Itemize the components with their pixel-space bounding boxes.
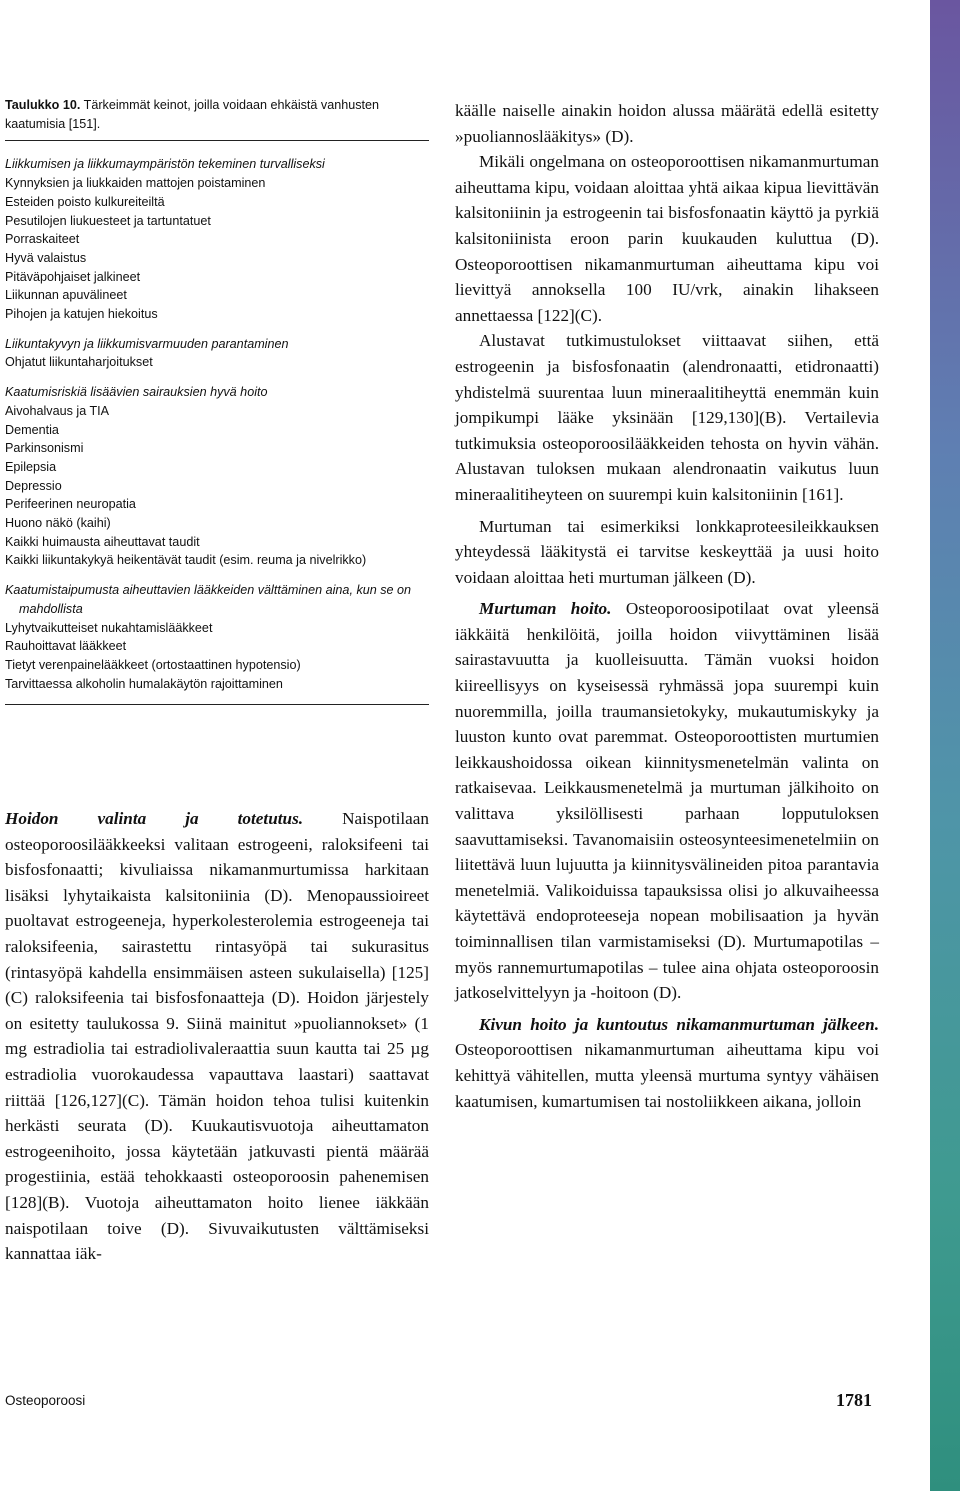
table-caption-label: Taulukko 10.: [5, 98, 81, 112]
paragraph: [455, 596, 879, 1006]
paragraph: [5, 806, 429, 1267]
paragraph: [455, 1012, 879, 1114]
section-heading: Hoidon valinta ja totetutus.: [5, 809, 304, 828]
list-item: Porraskaiteet: [5, 232, 80, 247]
footer-journal-name: Osteoporoosi: [5, 1393, 86, 1408]
list-item: Pihojen ja katujen hiekoitus: [5, 307, 158, 322]
table-bottom-rule: [5, 704, 429, 705]
paragraph: Murtuman tai esimerkiksi lonkkaproteesileikkauksen yhteydessä lääkitystä ei tarvitse keskeyttää ja uusi hoito voidaan aloittaa heti murtuman jälkeen (D).: [455, 516, 879, 587]
left-column-text: [5, 806, 429, 1267]
paragraph: Mikäli ongelmana on osteoporoottisen nikamanmurtuman aiheuttama kipu, voidaan aloittaa yhtä aikaa kipua lievittävän kalsitoniinin ja estrogeenin tai bisfosfonaatin käyttö ja pyrkiä kalsitoniinista eroon parin kuukauden kuluttua (D). Osteoporoottisen nikamanmurtuman aiheuttama kipu voi lievittyä annoksella 100 IU/vrk, ainakin lihakseen annettaessa [122](C).: [455, 152, 879, 325]
list-item: Rauhoittavat lääkkeet: [5, 639, 127, 654]
list-item: Lyhytvaikutteiset nukahtamislääkkeet: [5, 620, 213, 635]
list-item: Kaikki liikuntakykyä heikentävät taudit (esim. reuma ja nivelrikko): [5, 553, 367, 568]
list-item: Aivohalvaus ja TIA: [5, 403, 110, 418]
table-group-diseases: [5, 383, 429, 570]
list-item: Liikunnan apuvälineet: [5, 288, 127, 303]
paragraph: käälle naiselle ainakin hoidon alussa määrätä edellä esitetty »puoliannoslääkitys» (D).: [455, 101, 879, 146]
list-item: Esteiden poisto kulkureiteiltä: [5, 194, 165, 209]
list-item: Dementia: [5, 422, 59, 437]
section-heading: Murtuman hoito.: [479, 599, 612, 619]
list-item: Tarvittaessa alkoholin humalakäytön rajoittaminen: [5, 676, 283, 691]
list-item: Perifeerinen neuropatia: [5, 497, 136, 512]
list-item: Huono näkö (kaihi): [5, 516, 111, 531]
list-item: Depressio: [5, 478, 62, 493]
paragraph-body: Naispotilaan osteoporoosilääkkeeksi valitaan estrogeeni, raloksifeeni tai bisfosfonaatti; kivuliaissa nikamanmurtumissa harkitaan lisäksi lyhytaikaista kalsitoniinia (D). Menopaussioireet puoltavat estrogeeneja, hyperkolesterolemia estrogeeneja tai raloksifeenia, sairastettu rintasyöpä tai sukurasitus (rintasyöpä kahdella ensimmäisen asteen sukulaisella) [125](C) raloksifeenia tai bisfosfonaatteja (D). Hoidon järjestely on esitetty taulukossa 9. Siinä mainitut »puoliannokset» (1 mg estradiolia tai estradiolivaleraattia suun kautta tai 25 µg estradiolia vuorokaudessa vapauttava laastari) saattavat riittää [126,127](C). Tämän hoidon tehoa tulisi kuitenkin herkästi seurata (D). Kuukautisvuotoja aiheuttamaton estrogeenihoito, jossa käytetään jatkuvasti pientä määrää progestiinia, estää tehokkaasti osteoporoosin pahenemisen [128](B). Vuotoja aiheuttamaton hoito lienee iäkkään naispotilaan toive (D). Sivuvaikutusten välttämiseksi kannattaa iäk-: [5, 809, 429, 1264]
footer-page-number: 1781: [836, 1390, 872, 1410]
list-item: Pitäväpohjaiset jalkineet: [5, 269, 141, 284]
paragraph-body: Osteoporoottisen nikamanmurtuman aiheuttama kipu voi kehittyä vähitellen, mutta yleensä murtuma syntyy vähäisen kaatumisen, kumartumisen tai nostoliikkeen aikana, jolloin: [455, 1040, 879, 1111]
paragraph-body: Osteoporoosipotilaat ovat yleensä iäkkäitä henkilöitä, joilla hoidon viivyttäminen lisää sairastavuutta ja kuolleisuutta. Tämän vuoksi hoidon kiireellisyys on kyseisessä ryhmässä jopa suurempi kuin nuoremmilla, joilla traumansietokyky, mukautumiskyky ja luuston kunto ovat paremmat. Osteoporoottisten murtumien leikkaushoidossa oikean kiinnitysmenetelmän valinta on ratkaisevaa. Leikkausmenetelmä ja murtuman jälkihoito on valittava yksilöllisesti parhaan lopputuloksen saavuttamiseksi. Tavanomaisiin osteosynteesimenetelmiin on liitettävä luun lujuutta ja kiinnitysvälineiden pitoa parantavia menetelmiä. Valikoiduissa tapauksissa olisi jo alkuvaiheessa käytettävä endoproteeseja nopean mobilisaation ja hyvän toiminnallisen tilan varmistamiseksi (D). Murtumapotilas – myös rannemurtumapotilas – tulee aina ohjata osteoporoosin jatkoselvittelyyn ja -hoitoon (D).: [455, 599, 879, 1003]
group-heading: Liikuntakyvyn ja liikkumisvarmuuden parantaminen: [5, 336, 289, 351]
table-top-rule: [5, 140, 429, 141]
list-item: Tietyt verenpainelääkkeet (ortostaattinen hypotensio): [5, 657, 301, 672]
table-10: [5, 96, 429, 705]
list-item: Hyvä valaistus: [5, 250, 87, 265]
table-group-safety: [5, 155, 429, 323]
table-caption: [5, 96, 429, 133]
table-group-medications: [5, 581, 429, 693]
table-group-mobility: [5, 335, 429, 372]
page-edge-color-strip: [930, 0, 960, 1491]
table-caption-text: Tärkeimmät keinot, joilla voidaan ehkäistä vanhusten kaatumisia [151].: [5, 98, 380, 131]
list-item: Parkinsonismi: [5, 441, 84, 456]
group-heading: Liikkumisen ja liikkumaympäristön tekeminen turvalliseksi: [5, 157, 325, 172]
list-item: Kynnyksien ja liukkaiden mattojen poistaminen: [5, 176, 266, 191]
list-item: Pesutilojen liukuesteet ja tartuntatuet: [5, 213, 211, 228]
list-item: Kaikki huimausta aiheuttavat taudit: [5, 534, 200, 549]
list-item: Epilepsia: [5, 459, 57, 474]
right-column-text: [455, 98, 879, 1114]
group-heading: Kaatumistaipumusta aiheuttavien lääkkeiden välttäminen aina, kun se on mahdollista: [5, 583, 412, 616]
group-heading: Kaatumisriskiä lisäävien sairauksien hyvä hoito: [5, 385, 268, 400]
section-heading: Kivun hoito ja kuntoutus nikamanmurtuman jälkeen.: [479, 1014, 879, 1034]
paragraph: Alustavat tutkimustulokset viittaavat siihen, että estrogeenin ja bisfosfonaatin (alendronaatti, etidronaatti) yhdistelmä suurentaa luun mineraalitiheyttä enemmän kuin jompikumpi lääke yksinään [129,130](B). Vertailevia tutkimuksia osteoporoosilääkkeiden tehosta on hyvin vähän. Alustavan tuloksen mukaan alendronaatin vaikutus luun mineraalitiheyteen on suurempi kuin kalsitoniinin [161].: [455, 331, 879, 504]
list-item: Ohjatut liikuntaharjoitukset: [5, 355, 153, 370]
